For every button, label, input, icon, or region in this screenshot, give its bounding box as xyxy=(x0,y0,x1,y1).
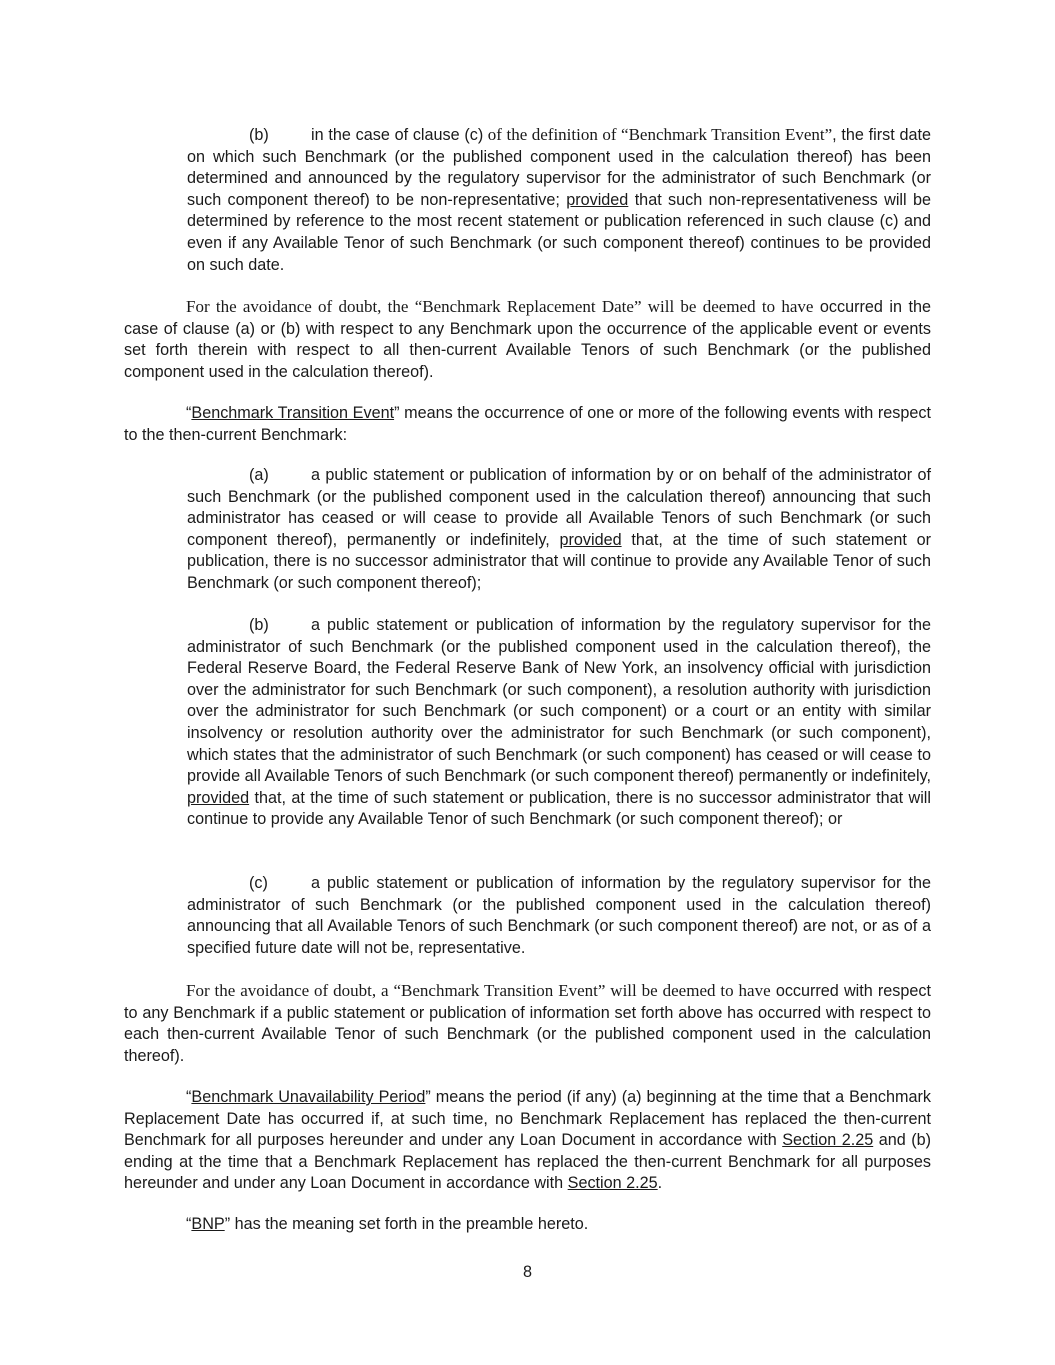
provided-term: provided xyxy=(566,190,629,209)
definition-benchmark-unavailability-period: “Benchmark Unavailability Period” means the period (if any) (a) beginning at the time that a Benchmark Replacement Date has occurred if, at such time, no Benchmark Replacement has replaced the then-current Benchmark for all purposes hereunder and under any Loan Document in accordance with Section 2.25 and (b) ending at the time that a Benchmark Replacement has replaced the then-current Benchmark for all purposes hereunder and under any Loan Document in accordance with Section 2.25. xyxy=(124,1088,932,1193)
clause-label: (c) xyxy=(249,874,268,892)
page-number: 8 xyxy=(522,1263,532,1281)
clause-b-transition-event: (b) a public statement or publication of information by the regulatory supervisor for the administrator of such Benchmark (or the published component used in the calculation thereof), the Federal Reserve Board, the Federal Reserve Bank of New York, an insolvency official with jurisdiction over the administrator for such Benchmark (or such component), a resolution authority with jurisdiction over the administrator for such Benchmark (or such component) or a court or an entity with similar insolvency or resolution authority over the administrator for such Benchmark (or such component), which states that the administrator of such Benchmark (or such component) has ceased or will cease to provide all Available Tenors of such Benchmark (or such component thereof) permanently or indefinitely, provided that, at the time of such statement or publication, there is no successor administrator that will continue to provide any Available Tenor of such Benchmark (or such component thereof); or xyxy=(187,616,931,829)
clause-label: (b) xyxy=(249,616,269,634)
definition-benchmark-transition-event: “Benchmark Transition Event” means the occurrence of one or more of the following events with respect to the then-current Benchmark: xyxy=(124,404,931,444)
section-reference: Section 2.25 xyxy=(567,1174,658,1193)
definition-bnp: “BNP” has the meaning set forth in the preamble hereto. xyxy=(186,1215,589,1233)
defined-term: Benchmark Transition Event xyxy=(191,404,395,422)
provided-term: provided xyxy=(187,788,250,807)
transition-event-note: For the avoidance of doubt, a “Benchmark Transition Event” will be deemed to have occurred with respect to any Benchmark if a public statement or publication of information set forth above has occurred with respect to each then-current Available Tenor of such Benchmark (or the published component used in the calculation thereof). xyxy=(124,981,932,1065)
clause-b-replacement-date: (b) in the case of clause (c) of the definition of “Benchmark Transition Event”, the first date on which such Benchmark (or the published component used in the calculation thereof) has been determined and announced by the regulatory supervisor for the administrator of such Benchmark (or such component thereof) to be non-representative; provided that such non-representativeness will be determined by reference to the most recent statement or publication referenced in such clause (c) and even if any Available Tenor of such Benchmark (or such component thereof) continues to be provided on such date. xyxy=(187,125,932,274)
defined-term: Benchmark Unavailability Period xyxy=(191,1088,426,1106)
section-reference: Section 2.25 xyxy=(782,1131,874,1150)
clause-a-transition-event: (a) a public statement or publication of information by or on behalf of the administrator of such Benchmark (or the published component used in the calculation thereof) announcing that such administrator has ceased or will cease to provide all Available Tenors of such Benchmark (or such component thereof), permanently or indefinitely, provided that, at the time of such statement or publication, there is no successor administrator that will continue to provide any Available Tenor of such Benchmark (or such component thereof); xyxy=(187,466,931,592)
replacement-date-note: For the avoidance of doubt, the “Benchmark Replacement Date” will be deemed to have occurred in the case of clause (a) or (b) with respect to any Benchmark upon the occurrence of the applicable event or events set forth therein with respect to all then-current Available Tenors of such Benchmark (or the published component used in the calculation thereof). xyxy=(124,297,932,381)
clause-c-transition-event: (c) a public statement or publication of information by the regulatory supervisor for the administrator of such Benchmark (or the published component used in the calculation thereof) announcing that all Available Tenors of such Benchmark (or such component thereof) are not, or as of a specified future date will not be, representative. xyxy=(187,874,931,957)
provided-term: provided xyxy=(559,530,622,549)
clause-label: (a) xyxy=(249,466,269,484)
clause-label: (b) xyxy=(249,126,269,144)
defined-term: BNP xyxy=(191,1215,225,1233)
